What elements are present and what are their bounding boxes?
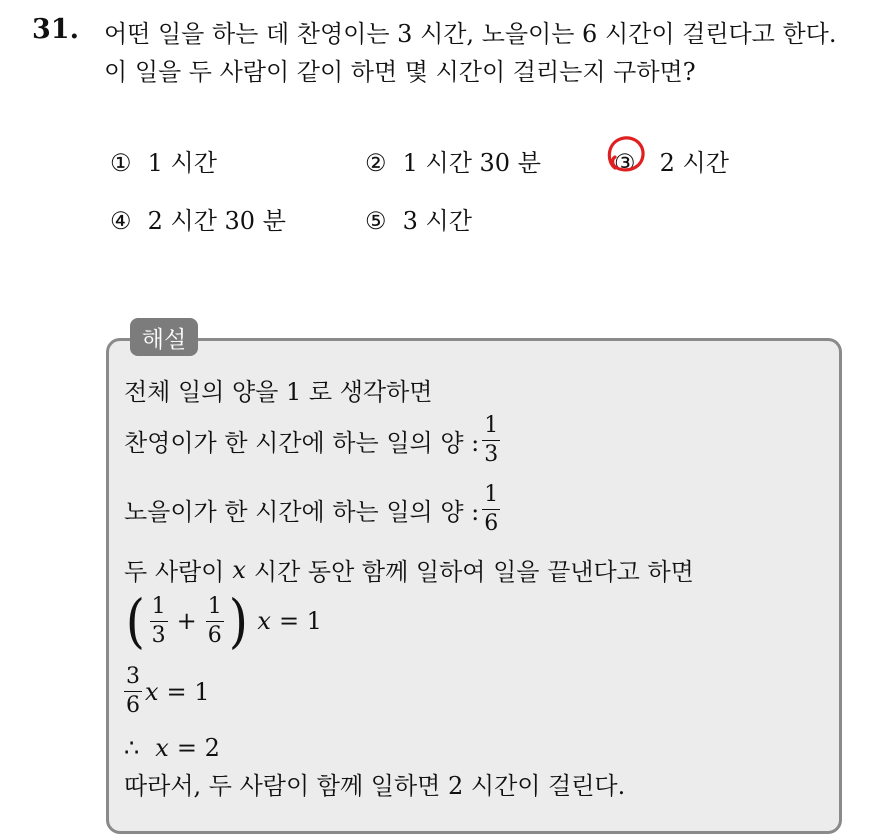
solution-line-1: 전체 일의 양을 1 로 생각하면 bbox=[124, 378, 433, 406]
choice-mark: ③ bbox=[614, 149, 636, 177]
equation-rhs: = 1 bbox=[166, 677, 210, 706]
choice-2[interactable] bbox=[365, 143, 541, 178]
variable-x: x bbox=[257, 607, 271, 635]
question-number: 31. bbox=[32, 14, 79, 45]
numerator: 3 bbox=[126, 664, 140, 689]
choice-text: 1 시간 bbox=[147, 149, 217, 177]
solution-conclusion: 따라서, 두 사람이 함께 일하면 2 시간이 걸린다. bbox=[124, 772, 626, 800]
question-line-1: 어떤 일을 하는 데 찬영이는 3 시간, 노을이는 6 시간이 걸린다고 한다. bbox=[104, 20, 837, 48]
denominator: 6 bbox=[126, 693, 140, 718]
solution-tag: 해설 bbox=[130, 318, 198, 356]
choice-mark: ④ bbox=[110, 207, 132, 235]
equation-3 bbox=[124, 734, 220, 762]
fraction-bar bbox=[206, 621, 224, 622]
right-paren: ) bbox=[228, 587, 248, 655]
numerator: 1 bbox=[484, 482, 499, 507]
choice-mark: ⑤ bbox=[365, 207, 387, 235]
answer-circle-icon bbox=[605, 135, 647, 175]
denominator: 6 bbox=[484, 511, 499, 536]
fraction bbox=[150, 593, 168, 648]
fraction-bar bbox=[124, 691, 142, 692]
denominator: 6 bbox=[207, 622, 222, 648]
line-text: 두 사람이 bbox=[124, 558, 225, 586]
equation-2 bbox=[124, 666, 210, 717]
fraction-bar bbox=[482, 509, 500, 510]
solution-line-4 bbox=[124, 552, 694, 587]
choice-mark: ② bbox=[365, 149, 387, 177]
denominator: 3 bbox=[151, 622, 166, 648]
choice-text: 2 시간 30 분 bbox=[147, 207, 286, 235]
solution-line-3 bbox=[124, 484, 503, 535]
choice-text: 1 시간 30 분 bbox=[402, 149, 541, 177]
fraction-bar bbox=[482, 440, 500, 441]
left-paren: ( bbox=[125, 587, 145, 655]
variable-x: x bbox=[232, 555, 246, 584]
solution-line-2 bbox=[124, 415, 503, 466]
choice-text: 2 시간 bbox=[659, 149, 729, 177]
fraction bbox=[206, 593, 224, 648]
choice-4[interactable] bbox=[110, 201, 286, 236]
numerator: 1 bbox=[151, 593, 166, 619]
fraction bbox=[482, 415, 500, 466]
fraction bbox=[482, 484, 500, 535]
equation-rhs: = 2 bbox=[176, 734, 220, 762]
choice-1[interactable] bbox=[110, 143, 217, 178]
fraction bbox=[124, 666, 142, 717]
choice-text: 3 시간 bbox=[402, 207, 472, 235]
equation-1 bbox=[124, 587, 322, 655]
plus-sign: + bbox=[176, 607, 197, 635]
equation-rhs: = 1 bbox=[278, 607, 322, 635]
line-text: 찬영이가 한 시간에 하는 일의 양 : bbox=[124, 429, 480, 457]
choice-mark: ① bbox=[110, 149, 132, 177]
choice-5[interactable] bbox=[365, 201, 472, 236]
fraction-bar bbox=[150, 621, 168, 622]
numerator: 1 bbox=[484, 413, 499, 438]
therefore-symbol: ∴ bbox=[124, 734, 140, 762]
denominator: 3 bbox=[484, 442, 499, 467]
variable-x: x bbox=[145, 677, 159, 706]
question-line-2: 이 일을 두 사람이 같이 하면 몇 시간이 걸리는지 구하면? bbox=[104, 58, 696, 86]
variable-x: x bbox=[155, 734, 169, 762]
line-text: 노을이가 한 시간에 하는 일의 양 : bbox=[124, 498, 480, 526]
line-text: 시간 동안 함께 일하여 일을 끝낸다고 하면 bbox=[253, 558, 694, 586]
numerator: 1 bbox=[207, 593, 222, 619]
